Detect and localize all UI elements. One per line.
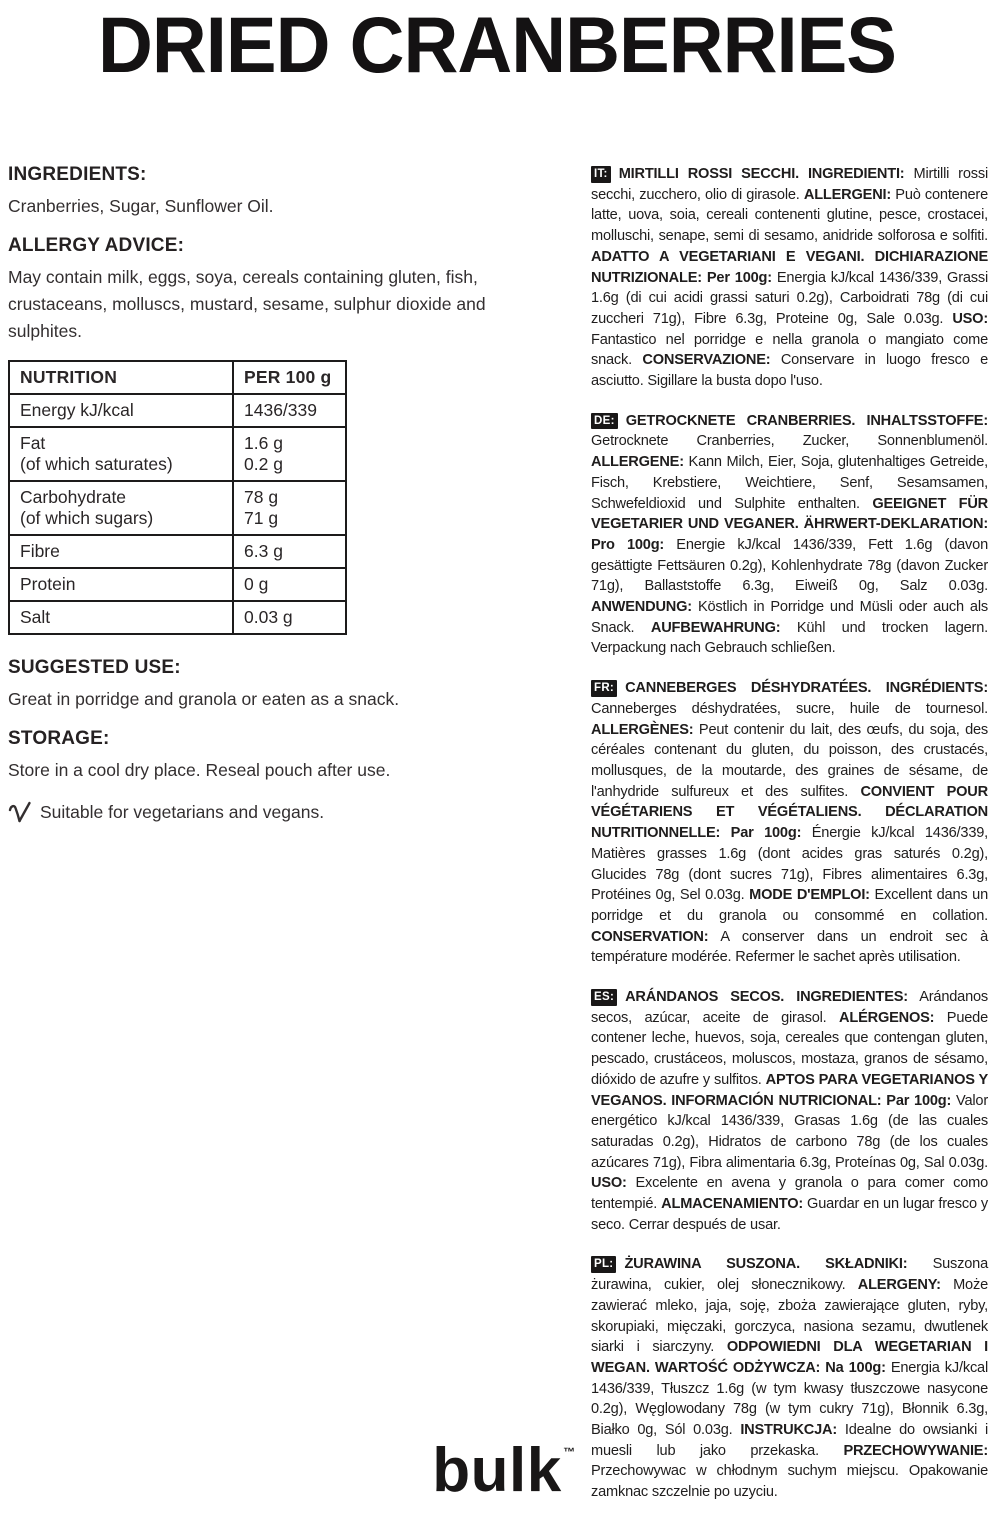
- nutrition-header-row: [9, 361, 346, 394]
- lang-tag-it: IT:: [591, 166, 611, 183]
- row-label: Fat (of which saturates): [9, 427, 233, 481]
- lang-tag-fr: FR:: [591, 680, 617, 697]
- table-row-carbohydrate: [9, 481, 346, 535]
- table-row-energy: [9, 394, 346, 427]
- nutrition-header-per100: PER 100 g: [233, 361, 346, 394]
- row-value: 6.3 g: [233, 535, 346, 568]
- row-value: 78 g 71 g: [233, 481, 346, 535]
- storage-heading: STORAGE:: [8, 728, 110, 749]
- lang-paragraph-de: [591, 411, 988, 659]
- lang-text-pl: ŻURAWINA SUSZONA. SKŁADNIKI: Suszona żurawina, cukier, olej słonecznikowy. ALERGENY: Może zawierać mleko, jaja, soję, zboża zawierające gluten, ryby, skorupiaki, mięczaki, gorczyca, nasiona sezamu, dwutlenek siarki i siarczyny. ODPOWIEDNI DLA WEGETARIAN I WEGAN. WARTOŚĆ ODŻYWCZA: Na 100g: Energia kJ/kcal 1436/339, Tłuszcz 1.6g (w tym kwasy tłuszczowe nasycone 0.2g), Węglowodany 78g (w tym cukry 71g), Błonnik 6.3g, Białko 0g, Sól 0.03g. INSTRUKCJA: Idealne do owsianki i muesli lub jako przekaska. PRZECHOWYWANIE: Przechowywac w chłodnym suchym miejscu. Opakowanie zamknac szczelnie po uzyciu.: [591, 1256, 988, 1501]
- vegetarian-note-text: Suitable for vegetarians and vegans.: [40, 801, 325, 822]
- lang-paragraph-it: [591, 164, 988, 392]
- bulk-logo: bulk ™: [432, 1436, 576, 1505]
- left-column: [8, 164, 558, 824]
- row-label: Energy kJ/kcal: [9, 394, 233, 427]
- row-value: 1.6 g 0.2 g: [233, 427, 346, 481]
- right-column: [591, 164, 988, 1522]
- table-row-salt: [9, 601, 346, 634]
- allergy-advice-text: May contain milk, eggs, soya, cereals containing gluten, fish, crustaceans, molluscs, mustard, sesame, sulphur dioxide and sulphites.: [8, 267, 486, 341]
- lang-tag-de: DE:: [591, 413, 618, 430]
- vegetarian-v-leaf-icon: [8, 800, 32, 824]
- allergy-advice-heading: ALLERGY ADVICE:: [8, 235, 185, 256]
- row-label: Carbohydrate (of which sugars): [9, 481, 233, 535]
- lang-text-it: MIRTILLI ROSSI SECCHI. INGREDIENTI: Mirtilli rossi secchi, zucchero, olio di girasole. ALLERGENI: Può contenere latte, uova, soia, cereali contenenti glutine, pesce, crostacei, molluschi, senape, semi di sesamo, anidride solforosa e solfiti. ADATTO A VEGETARIANI E VEGANI. DICHIARAZIONE NUTRIZIONALE: Per 100g: Energia kJ/kcal 1436/339, Grassi 1.6g (di cui acidi grassi saturi 0.2g), Carboidrati 78g (di cui zuccheri 71g), Fibre 6.3g, Proteine 0g, Sale 0.03g. USO: Fantastico nel porridge e nella granola o mangiato come snack. CONSERVAZIONE: Conservare in luogo fresco e asciutto. Sigillare la busta dopo l'uso.: [591, 166, 989, 390]
- page-title: DRIED CRANBERRIES: [98, 1, 896, 90]
- ingredients-heading: INGREDIENTS:: [8, 164, 147, 185]
- table-row-fibre: [9, 535, 346, 568]
- row-label: Salt: [9, 601, 233, 634]
- row-label: Fibre: [9, 535, 233, 568]
- row-value: 0 g: [233, 568, 346, 601]
- table-row-protein: [9, 568, 346, 601]
- ingredients-text: Cranberries, Sugar, Sunflower Oil.: [8, 196, 274, 216]
- lang-tag-es: ES:: [591, 989, 617, 1006]
- trademark-symbol: ™: [563, 1445, 576, 1459]
- lang-paragraph-es: [591, 987, 988, 1235]
- lang-text-fr: CANNEBERGES DÉSHYDRATÉES. INGRÉDIENTS: Canneberges déshydratées, sucre, huile de tournesol. ALLERGÈNES: Peut contenir du lait, des œufs, du soja, des céréales contenant du gluten, du poisson, des crustacés, mollusques, de la moutarde, des graines de sésame, de l'anhydride sulfureux et des sulfites. CONVIENT POUR VÉGÉTARIENS ET VÉGÉTALIENS. DÉCLARATION NUTRITIONNELLE: Par 100g: Énergie kJ/kcal 1436/339, Matières grasses 1.6g (dont acides gras saturés 0.2g), Glucides 78g (dont sucres 71g), Fibres alimentaires 6.3g, Protéines 0g, Sel 0.03g. MODE D'EMPLOI: Excellent dans un porridge et du granola ou consommé en collation. CONSERVATION: A conserver dans un endroit sec à température modérée. Refermer le sachet après utilisation.: [591, 680, 989, 966]
- lang-text-de: GETROCKNETE CRANBERRIES. INHALTSSTOFFE: Getrocknete Cranberries, Zucker, Sonnenblumenöl. ALLERGENE: Kann Milch, Eier, Soja, glutenhaltiges Getreide, Fisch, Krebstiere, Weichtiere, Senf, Sesamsamen, Schwefeldioxid und Sulphite enthalten. GEEIGNET FÜR VEGETARIER UND VEGANER. ÄHRWERT-DEKLARATION: Pro 100g: Energie kJ/kcal 1436/339, Fett 1.6g (davon gesättigte Fettsäuren 0.2g), Kohlenhydrate 78g (davon Zucker 71g), Ballaststoffe 6.3g, Eiweiß 0g, Salz 0.03g. ANWENDUNG: Köstlich in Porridge und Müsli oder auch als Snack. AUFBEWAHRUNG: Kühl und trocken lagern. Verpackung nach Gebrauch schließen.: [591, 412, 988, 657]
- nutrition-table: [8, 360, 347, 635]
- vegetarian-note: [8, 800, 558, 824]
- table-row-fat: [9, 427, 346, 481]
- nutrition-header-label: NUTRITION: [9, 361, 233, 394]
- row-value: 0.03 g: [233, 601, 346, 634]
- row-value: 1436/339: [233, 394, 346, 427]
- row-label: Protein: [9, 568, 233, 601]
- suggested-use-heading: SUGGESTED USE:: [8, 657, 181, 678]
- storage-text: Store in a cool dry place. Reseal pouch after use.: [8, 760, 391, 780]
- footer: [0, 1435, 994, 1506]
- lang-tag-pl: PL:: [591, 1256, 616, 1273]
- suggested-use-text: Great in porridge and granola or eaten as a snack.: [8, 689, 400, 709]
- lang-paragraph-fr: [591, 678, 988, 968]
- lang-text-es: ARÁNDANOS SECOS. INGREDIENTES: Arándanos secos, azúcar, aceite de girasol. ALÉRGENOS: Puede contener leche, huevos, soja, cereales que contengan gluten, pescado, crustáceos, moluscos, mostaza, granos de sésamo, dióxido de azufre y sulfitos. APTOS PARA VEGETARIANOS Y VEGANOS. INFORMACIÓN NUTRICIONAL: Par 100g: Valor energético kJ/kcal 1436/339, Grasas 1.6g (de las cuales saturadas 0.2g), Hidratos de carbono 78g (de los cuales azúcares 71g), Fibra alimentaria 6.3g, Proteínas 0g, Sal 0.03g. USO: Excelente en avena y granola o para comer como tentempié. ALMACENAMIENTO: Guardar en un lugar fresco y seco. Cerrar después de usar.: [591, 989, 989, 1233]
